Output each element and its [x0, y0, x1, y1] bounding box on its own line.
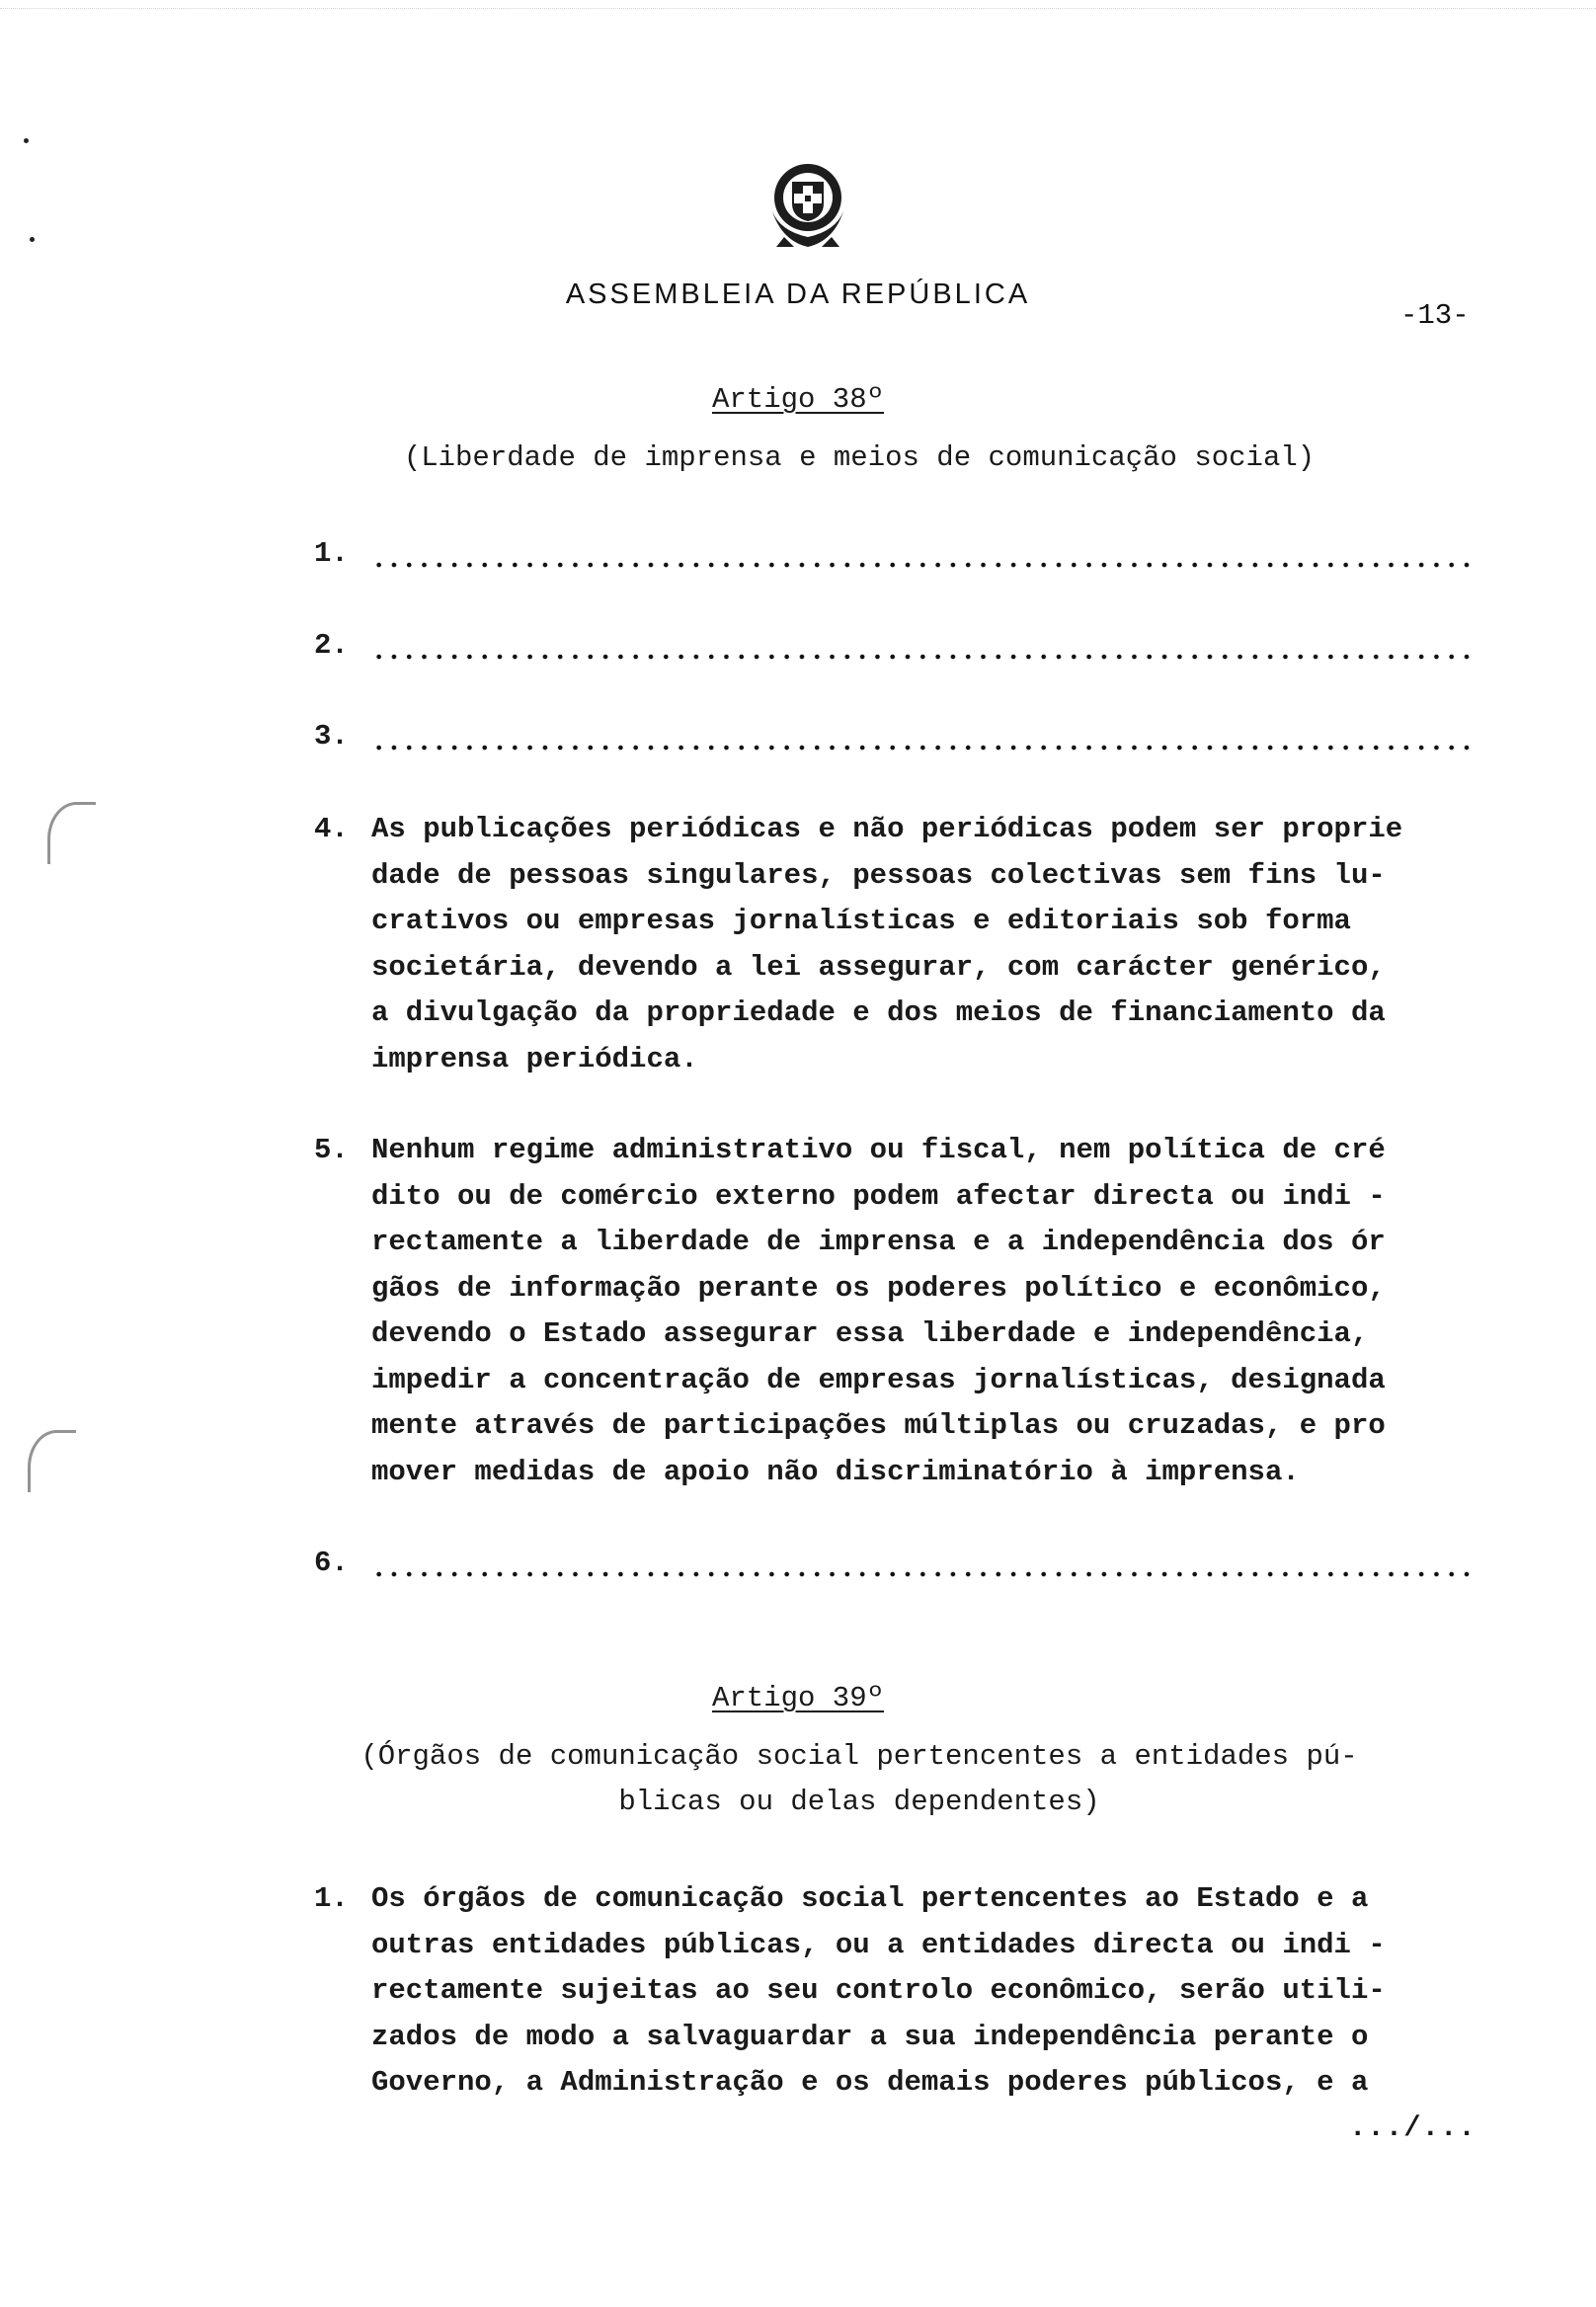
- article-38-title: Artigo 38º: [711, 383, 885, 416]
- article-38-paragraph-4: [314, 807, 1470, 1082]
- page-continuation-mark: .../...: [1349, 2111, 1476, 2144]
- article-38-paragraph-5: [314, 1128, 1470, 1495]
- paragraph-number: 5.: [314, 1134, 349, 1166]
- paragraph-text: Nenhum regime administrativo ou fiscal, nem política de cré dito ou de comércio externo podem afectar directa ou indi - rectamente a liberdade de imprensa e a independência dos ór gãos de informação perante os poderes político e econômico, devendo o Estado assegurar essa liberdade e independência, impedir a concentração de empresas jornalísticas, designada mente através de participações múltiplas ou cruzadas, e pro mover medidas de apoio não discriminatório à imprensa.: [371, 1134, 1386, 1488]
- paragraph-number: 6.: [314, 1547, 349, 1579]
- dotted-leader: [371, 562, 1470, 568]
- paragraph-number: 1.: [314, 537, 349, 570]
- article-39-title: Artigo 39º: [711, 1682, 885, 1714]
- omitted-paragraph-1: [314, 531, 1470, 577]
- portuguese-coat-of-arms-icon: [762, 156, 853, 253]
- punch-hole-mark: [28, 1430, 76, 1492]
- paragraph-number: 1.: [314, 1882, 349, 1915]
- dotted-leader: [371, 1571, 1470, 1577]
- paragraph-number: 2.: [314, 629, 349, 662]
- paragraph-number: 3.: [314, 720, 349, 753]
- omitted-paragraph-2: [314, 623, 1470, 669]
- scan-speck: [24, 138, 29, 143]
- scan-edge-noise: [0, 8, 1596, 17]
- paragraph-text: As publicações periódicas e não periódicas podem ser proprie dade de pessoas singulares, pessoas colectivas sem fins lu- crativos ou empresas jornalísticas e editoriais sob forma societária, devendo a lei assegurar, com carácter genérico, a divulgação da propriedade e dos meios de financiamento da imprensa periódica.: [371, 813, 1403, 1075]
- article-38-subtitle: (Liberdade de imprensa e meios de comunicação social): [403, 441, 1316, 474]
- institution-header: ASSEMBLEIA DA REPÚBLICA: [565, 278, 1031, 310]
- article-39-paragraph-1: [314, 1876, 1470, 2107]
- page-number: -13-: [1400, 299, 1470, 332]
- punch-hole-mark: [47, 802, 96, 864]
- omitted-paragraph-6: [314, 1541, 1470, 1586]
- paragraph-number: 4.: [314, 813, 349, 845]
- scan-speck: [30, 237, 35, 242]
- omitted-paragraph-3: [314, 714, 1470, 759]
- dotted-leader: [371, 654, 1470, 660]
- paragraph-text: Os órgãos de comunicação social pertencentes ao Estado e a outras entidades públicas, ou a entidades directa ou indi - rectamente sujeitas ao seu controlo econômico, serão utili- zados de modo a salvaguardar a sua independência perante o Governo, a Administração e os demais poderes públicos, e a: [371, 1882, 1386, 2099]
- article-39-subtitle: (Órgãos de comunicação social pertencentes a entidades pú- blicas ou delas dependentes): [360, 1740, 1358, 1818]
- dotted-leader: [371, 745, 1470, 751]
